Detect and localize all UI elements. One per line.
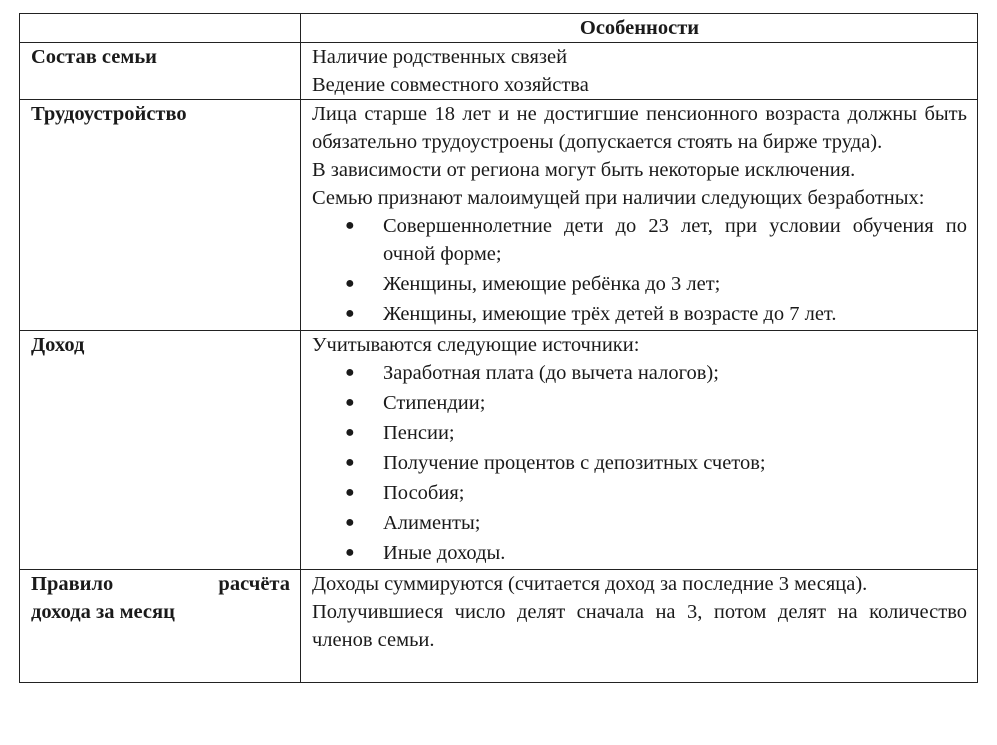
bullet-icon: ● — [345, 484, 355, 501]
bullet-icon: ● — [345, 454, 355, 471]
row-content-employment — [301, 100, 978, 331]
list-item — [345, 389, 967, 417]
bullet-icon: ● — [345, 544, 355, 561]
income-bullet-6: Алименты; — [383, 512, 481, 534]
income-bullet-7: Иные доходы. — [383, 542, 506, 564]
income-bullet-list — [312, 359, 967, 567]
row-content-income-rule — [301, 570, 978, 683]
employment-bullet-list — [312, 212, 967, 328]
row-label-employment: Трудоустройство — [20, 100, 301, 331]
employment-paragraph-1: Лица старше 18 лет и не достигшие пенсионного возраста должны быть обязательно трудоустроены (допускается стоять на бирже труда). — [312, 103, 967, 153]
list-item — [345, 509, 967, 537]
list-item — [345, 449, 967, 477]
list-item — [345, 359, 967, 387]
table-row-income-rule — [20, 570, 978, 683]
table-row-employment — [20, 100, 978, 331]
income-rule-paragraph-1: Доходы суммируются (считается доход за последние 3 месяца). — [312, 573, 868, 595]
bullet-icon: ● — [345, 364, 355, 381]
income-intro: Учитываются следующие источники: — [312, 334, 640, 356]
bullet-icon: ● — [345, 394, 355, 411]
bullet-icon: ● — [345, 305, 355, 322]
list-item — [345, 270, 967, 298]
list-item — [345, 419, 967, 447]
row-content-family — [301, 43, 978, 100]
row-content-income — [301, 331, 978, 570]
income-rule-label-line-1: Правило расчёта — [31, 573, 290, 595]
header-cell-empty — [20, 14, 301, 43]
bullet-icon: ● — [345, 424, 355, 441]
income-bullet-5: Пособия; — [383, 482, 465, 504]
income-bullet-3: Пенсии; — [383, 422, 455, 444]
criteria-table — [19, 13, 978, 683]
family-line-1: Наличие родственных связей — [312, 46, 568, 68]
table-row-family — [20, 43, 978, 100]
list-item — [345, 479, 967, 507]
employment-paragraph-2: В зависимости от региона могут быть некоторые исключения. — [312, 159, 856, 181]
bullet-icon: ● — [345, 514, 355, 531]
income-rule-label-line-2: дохода за месяц — [31, 601, 175, 623]
table-row-income — [20, 331, 978, 570]
row-label-income: Доход — [20, 331, 301, 570]
employment-bullet-1: Совершеннолетние дети до 23 лет, при условии обучения по очной форме; — [383, 215, 967, 265]
bullet-icon: ● — [345, 217, 355, 234]
employment-bullet-3: Женщины, имеющие трёх детей в возрасте до 7 лет. — [383, 303, 837, 325]
list-item — [345, 539, 967, 567]
list-item — [345, 212, 967, 268]
income-rule-paragraph-2: Получившиеся число делят сначала на 3, потом делят на количество членов семьи. — [312, 601, 967, 651]
table-header-row — [20, 14, 978, 43]
bullet-icon: ● — [345, 275, 355, 292]
income-bullet-1: Заработная плата (до вычета налогов); — [383, 362, 719, 384]
income-bullet-2: Стипендии; — [383, 392, 486, 414]
employment-paragraph-3: Семью признают малоимущей при наличии следующих безработных: — [312, 187, 925, 209]
row-label-income-rule — [20, 570, 301, 683]
family-line-2: Ведение совместного хозяйства — [312, 74, 589, 96]
row-label-family: Состав семьи — [20, 43, 301, 100]
header-cell-features: Особенности — [301, 14, 978, 43]
list-item — [345, 300, 967, 328]
employment-bullet-2: Женщины, имеющие ребёнка до 3 лет; — [383, 273, 721, 295]
income-bullet-4: Получение процентов с депозитных счетов; — [383, 452, 766, 474]
